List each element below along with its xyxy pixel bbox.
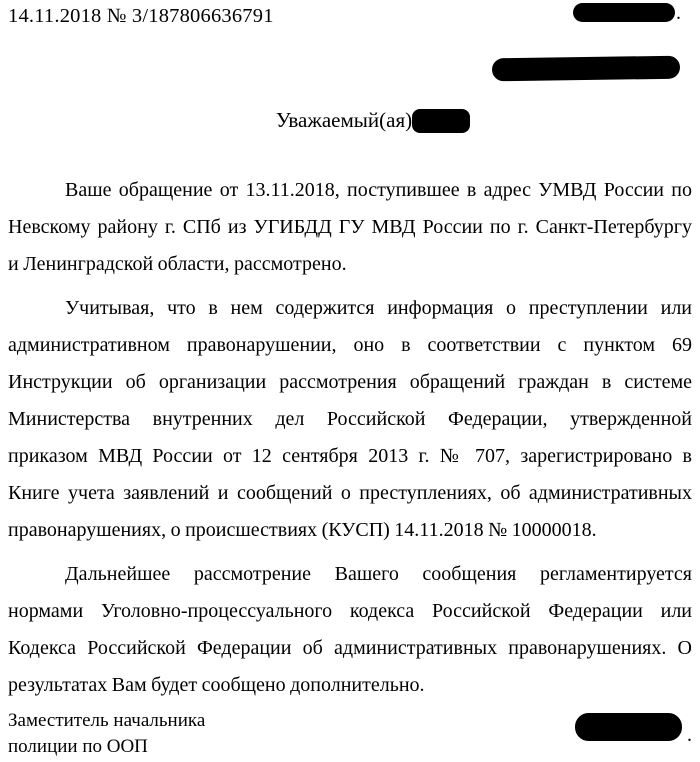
paragraph-2 bbox=[8, 290, 692, 549]
paragraph-line: Книге учета заявлений и сообщений о преступлениях, об административных bbox=[8, 482, 692, 504]
paragraph-line: административном правонарушении, оно в соответствии с пунктом 69 bbox=[8, 334, 692, 356]
greeting-line bbox=[0, 108, 700, 133]
signer-title-line-1: Заместитель начальника bbox=[8, 710, 206, 731]
paragraph-line: Учитывая, что в нем содержится информация о преступлении или bbox=[65, 297, 692, 319]
signature-block bbox=[8, 708, 692, 760]
paragraph-line: Министерства внутренних дел Российской Федерации, утвержденной bbox=[8, 408, 692, 430]
letter-header bbox=[0, 0, 700, 172]
period-after-signer-redaction: . bbox=[687, 724, 692, 746]
paragraph-line: Кодекса Российской Федерации об административных правонарушениях. О bbox=[8, 637, 692, 659]
paragraph-line: Инструкции об организации рассмотрения обращений граждан в системе bbox=[8, 371, 692, 393]
paragraph-line: правонарушениях, о происшествиях (КУСП) 14.11.2018 № 10000018. bbox=[8, 519, 597, 541]
redaction-bar-addressee-2 bbox=[492, 56, 680, 82]
paragraph-line: приказом МВД России от 12 сентября 2013 г. № 707, зарегистрировано в bbox=[8, 445, 692, 467]
greeting-text: Уважаемый(ая) bbox=[275, 108, 413, 132]
date-and-ref-number: 14.11.2018 № 3/187806636791 bbox=[8, 5, 274, 27]
paragraph-line: результатах Вам будет сообщено дополнительно. bbox=[8, 674, 425, 696]
paragraph-1 bbox=[8, 172, 692, 283]
paragraph-line: Ваше обращение от 13.11.2018, поступившее в адрес УМВД России по bbox=[65, 179, 692, 201]
paragraph-line: Дальнейшее рассмотрение Вашего сообщения регламентируется bbox=[65, 563, 692, 585]
period-after-redaction: . bbox=[676, 2, 681, 24]
letter-body bbox=[8, 172, 692, 704]
redaction-bar-addressee-1 bbox=[573, 3, 675, 22]
paragraph-line: Невскому району г. СПб из УГИБДД ГУ МВД России по г. Санкт-Петербургу bbox=[8, 216, 692, 238]
paragraph-3 bbox=[8, 556, 692, 704]
redaction-bar-name bbox=[412, 109, 470, 133]
redaction-bar-signer-name bbox=[575, 713, 682, 741]
paragraph-line: и Ленинградской области, рассмотрено. bbox=[8, 253, 347, 275]
signer-title-line-2: полиции по ООП bbox=[8, 736, 148, 757]
paragraph-line: нормами Уголовно-процессуального кодекса Российской Федерации или bbox=[8, 600, 692, 622]
